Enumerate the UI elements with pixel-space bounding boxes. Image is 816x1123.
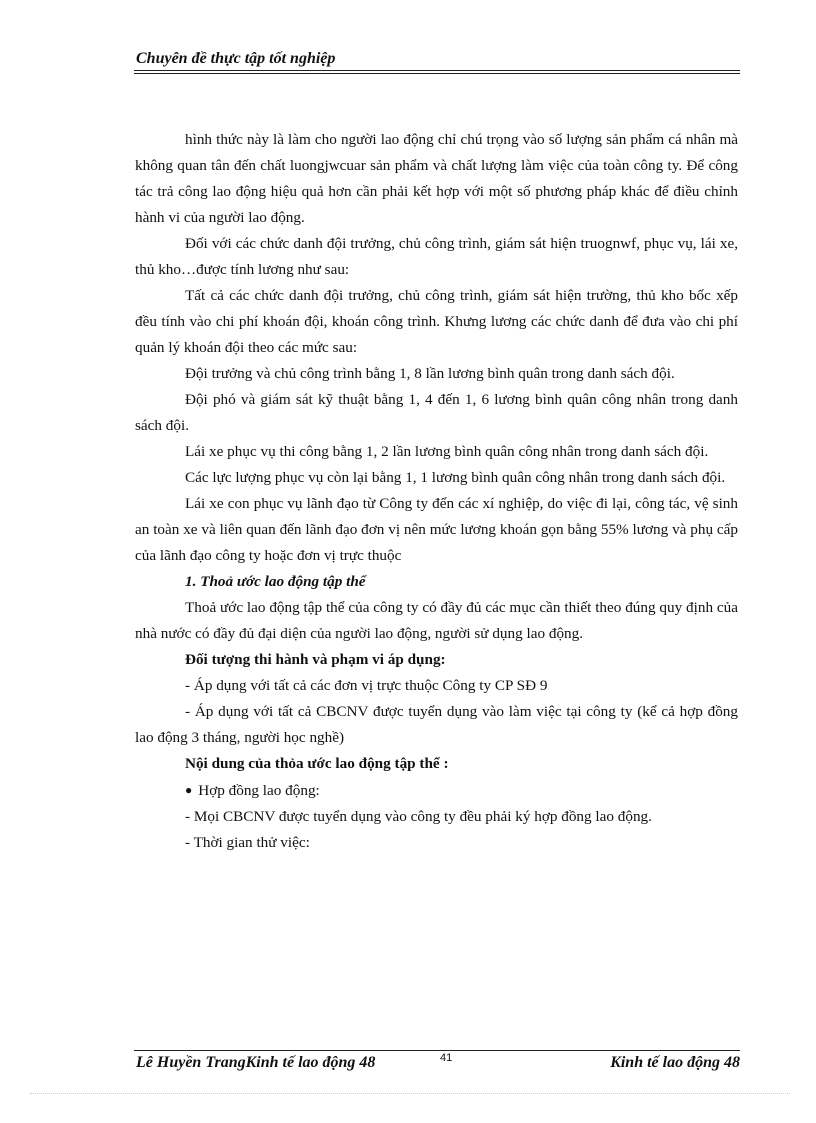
header-rule (134, 70, 740, 74)
section-heading: 1. Thoả ước lao động tập thể (185, 573, 366, 590)
subsection-heading: Đối tượng thi hành và phạm vi áp dụng: (185, 651, 446, 668)
footer-course: Kinh tế lao động 48 (610, 1054, 740, 1071)
list-item: - Áp dụng với tất cả các đơn vị trực thuộc Công ty CP SĐ 9 (185, 677, 548, 694)
page-edge-divider (30, 1093, 790, 1094)
paragraph: Lái xe phục vụ thi công bằng 1, 2 lần lương bình quân công nhân trong danh sách đội. (185, 443, 709, 460)
bullet-icon: ● (185, 783, 193, 797)
page-header-title: Chuyên đề thực tập tốt nghiệp (136, 50, 336, 67)
list-item: - Mọi CBCNV được tuyển dụng vào công ty đều phải ký hợp đồng lao động. (185, 808, 652, 825)
paragraph: Thoả ước lao động tập thể của công ty có đầy đủ các mục cần thiết theo đúng quy định của nhà nước có đầy đủ đại diện của người lao động, người sử dụng lao động. (135, 599, 738, 642)
footer-author: Lê Huyền TrangKinh tế lao động 48 (136, 1054, 376, 1071)
paragraph: Các lực lượng phục vụ còn lại bằng 1, 1 lương bình quân công nhân trong danh sách đội. (185, 469, 726, 486)
paragraph: Đối với các chức danh đội trưởng, chủ công trình, giám sát hiện truognwf, phục vụ, lái xe, thủ kho…được tính lương như sau: (135, 235, 738, 278)
paragraph: Lái xe con phục vụ lãnh đạo từ Công ty đến các xí nghiệp, do việc đi lại, công tác, vệ sinh an toàn xe và liên quan đến lãnh đạo đơn vị nên mức lương khoán gọn bằng 55% lương và phụ cấp của lãnh đạo công ty hoặc đơn vị trực thuộc (135, 495, 738, 564)
paragraph: hình thức này là làm cho người lao động chỉ chú trọng vào số lượng sản phẩm cá nhân mà không quan tân đến chất luongjwcuar sản phẩm và chất lượng làm việc của toàn công ty. Để công tác trả công lao động hiệu quả hơn cần phải kết hợp với một số phương pháp khác để điều chỉnh hành vi của người lao động. (135, 131, 738, 226)
bullet-label: Hợp đồng lao động: (198, 782, 320, 799)
paragraph: Đội phó và giám sát kỹ thuật bằng 1, 4 đến 1, 6 lương bình quân công nhân trong danh sách đội. (135, 391, 738, 434)
page-number: 41 (440, 1052, 453, 1064)
list-item: - Thời gian thử việc: (185, 834, 310, 851)
list-item: - Áp dụng với tất cả CBCNV được tuyển dụng vào làm việc tại công ty (kể cả hợp đồng lao động 3 tháng, người học nghề) (135, 703, 738, 746)
document-body (135, 127, 738, 856)
subsection-heading: Nội dung của thỏa ước lao động tập thể : (185, 755, 449, 772)
bullet-item (135, 777, 738, 804)
footer-rule (134, 1050, 740, 1051)
paragraph: Tất cả các chức danh đội trưởng, chủ công trình, giám sát hiện trường, thủ kho bốc xếp đều tính vào chi phí khoán đội, khoán công trình. Khưng lương các chức danh để đưa vào chi phí quản lý khoán đội theo các mức sau: (135, 287, 738, 356)
paragraph: Đội trưởng và chủ công trình bằng 1, 8 lần lương bình quân trong danh sách đội. (185, 365, 675, 382)
